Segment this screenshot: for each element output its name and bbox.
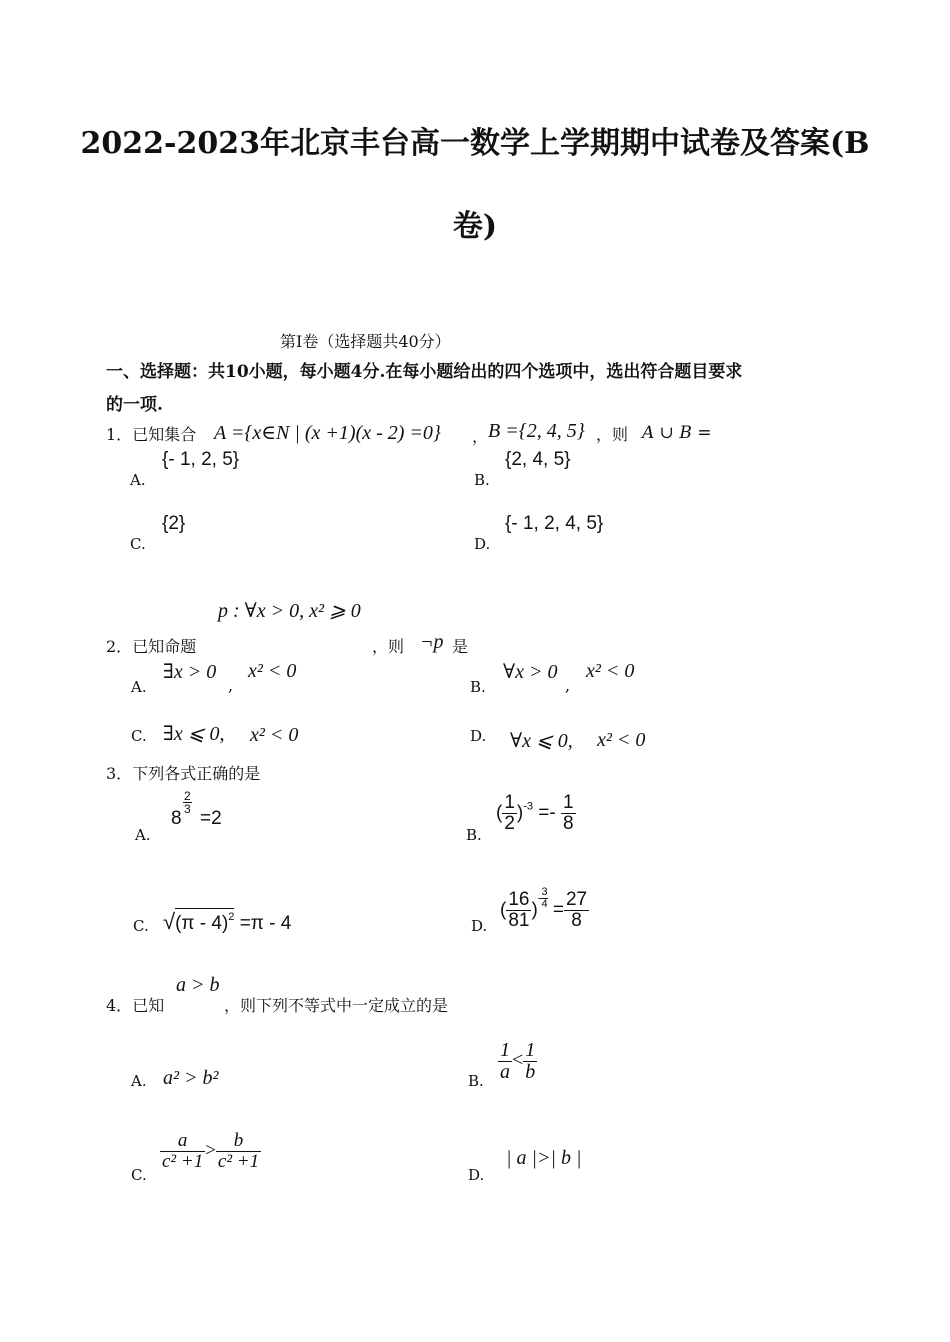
q1-union: A ∪ B = <box>642 423 712 443</box>
rhs-fraction <box>523 1040 537 1083</box>
question-3-stem <box>106 761 260 784</box>
numerator: 1 <box>500 1039 510 1061</box>
denominator: c² +1 <box>217 1150 260 1172</box>
q3-option-c-label: C. <box>133 917 149 935</box>
q1-stem-suffix: ，则 <box>596 425 629 444</box>
operator: < <box>512 1049 524 1072</box>
q2-option-d-label: D. <box>470 727 487 745</box>
q2-option-a-part2: x² < 0 <box>248 660 297 682</box>
question-number: 1． <box>106 425 133 444</box>
q2-option-c-part2: x² < 0 <box>250 724 299 746</box>
q1-option-a-math: {- 1, 2, 5} <box>162 449 240 470</box>
q1-set-b: B ={2, 4, 5} <box>488 420 585 442</box>
q2-option-b-comma: , <box>565 676 571 695</box>
q4-option-d-label: D. <box>468 1166 485 1184</box>
exponent-fraction <box>541 887 547 910</box>
q2-option-c-part1: ∃x ⩽ 0, <box>163 723 225 745</box>
q4-option-d-math: | a |>| b | <box>506 1147 582 1169</box>
exponent-numerator: 2 <box>184 789 191 803</box>
q4-option-b-math <box>498 1040 537 1083</box>
exponent <box>538 887 548 910</box>
q2-option-c-label: C. <box>131 727 147 745</box>
denominator: c² +1 <box>162 1150 204 1172</box>
q4-stem-math: a > b <box>176 974 220 996</box>
q3-option-a-rhs: =2 <box>200 808 222 829</box>
radicand <box>175 908 234 935</box>
numerator: 27 <box>565 888 588 910</box>
denominator: 81 <box>508 909 530 931</box>
exponent-denominator: 3 <box>184 802 191 816</box>
numerator: 1 <box>504 792 515 813</box>
exponent: 2 <box>228 911 235 923</box>
q1-option-b-math: {2, 4, 5} <box>505 449 571 470</box>
numerator: 1 <box>563 792 574 813</box>
q1-option-a-label: A. <box>130 471 146 489</box>
q1-option-c-label: C. <box>130 535 146 553</box>
q3-option-c-expression <box>163 908 291 935</box>
q2-option-a-part1: ∃x > 0 <box>163 661 217 683</box>
fraction <box>506 890 531 931</box>
q3-option-a-base: 8 <box>171 808 182 829</box>
instruction-line-1: 一、选择题：共10小题，每小题4分.在每小题给出的四个选项中，选出符合题目要求 <box>106 362 743 382</box>
numerator: a <box>160 1131 205 1152</box>
q1-option-d-math: {- 1, 2, 4, 5} <box>505 513 604 534</box>
question-text: 下列各式正确的是 <box>132 764 261 783</box>
exponent-numerator: 3 <box>541 886 548 898</box>
q2-proposition: p : ∀x > 0, x² ⩾ 0 <box>218 600 361 622</box>
question-number: 4． <box>106 996 133 1015</box>
denominator: a <box>500 1061 510 1083</box>
q3-option-d-expression <box>500 887 589 931</box>
instruction-line-2: 的一项. <box>106 395 163 415</box>
operator: > <box>205 1139 216 1161</box>
denominator: 2 <box>504 812 515 834</box>
q2-option-d-part1: ∀x ⩽ 0, <box>510 730 573 752</box>
rhs: = <box>552 899 564 921</box>
rhs-fraction <box>216 1131 261 1172</box>
q2-neg-p: ¬p <box>420 631 444 653</box>
question-text: 已知集合 <box>132 425 197 444</box>
rhs-fraction <box>561 793 576 834</box>
sqrt-icon: √ <box>163 909 176 934</box>
question-2-stem <box>106 634 196 657</box>
q1-comma: ， <box>472 427 489 446</box>
q4-option-c-label: C. <box>131 1166 147 1184</box>
exponent-denominator: 4 <box>541 898 548 910</box>
fraction <box>502 793 517 834</box>
rhs: =π - 4 <box>239 913 292 934</box>
q4-option-c-math <box>160 1131 261 1172</box>
q1-option-b-label: B. <box>474 471 490 489</box>
numerator: b <box>216 1131 261 1152</box>
question-4-stem <box>106 993 164 1016</box>
q2-stem-suffix: ，则 <box>372 637 405 656</box>
q3-option-b-expression <box>496 793 576 834</box>
q1-set-a: A ={x∈N | (x +1)(x - 2) =0} <box>214 422 441 444</box>
numerator: 1 <box>525 1039 536 1061</box>
paren-open: ( <box>500 899 507 921</box>
question-text: 已知 <box>132 996 165 1015</box>
numerator: 16 <box>508 888 530 910</box>
q3-option-a-exponent <box>183 790 192 815</box>
q4-option-a-math: a² > b² <box>163 1067 219 1089</box>
question-1-stem <box>106 422 196 445</box>
lhs-fraction <box>498 1040 512 1083</box>
rhs-fraction <box>564 890 589 931</box>
q2-option-b-part1: ∀x > 0 <box>503 661 558 683</box>
paren-close: ) <box>516 802 524 824</box>
q2-option-b-label: B. <box>470 678 486 696</box>
q2-option-a-label: A. <box>131 678 147 696</box>
denominator: 8 <box>571 909 582 931</box>
exponent: -3 <box>523 800 534 813</box>
q1-option-c-math: {2} <box>162 513 186 534</box>
q2-option-a-comma: , <box>228 676 234 695</box>
q2-option-b-part2: x² < 0 <box>586 660 635 682</box>
q1-option-d-label: D. <box>474 535 491 553</box>
lhs-fraction <box>160 1131 205 1172</box>
paren-open: ( <box>496 802 503 824</box>
paren-close: ) <box>531 899 538 921</box>
q2-option-d-part2: x² < 0 <box>597 729 646 751</box>
q3-option-a-label: A. <box>135 826 151 844</box>
document-title-line-1: 2022-2023年北京丰台高一数学上学期期中试卷及答案(B <box>80 126 870 161</box>
question-text: 已知命题 <box>132 637 197 656</box>
question-number: 2． <box>106 637 133 656</box>
q4-option-b-label: B. <box>468 1072 484 1090</box>
denominator: b <box>525 1061 536 1083</box>
q2-stem-tail: 是 <box>452 637 469 656</box>
denominator: 8 <box>563 812 574 834</box>
document-title-line-2: 卷) <box>452 209 498 244</box>
exponent-sign: - <box>537 892 542 905</box>
q4-stem-suffix: ，则下列不等式中一定成立的是 <box>224 996 449 1015</box>
q4-option-a-label: A. <box>131 1072 147 1090</box>
question-number: 3． <box>106 764 133 783</box>
q3-option-d-label: D. <box>471 917 488 935</box>
section-heading: 第Ⅰ卷（选择题共40分） <box>280 332 451 351</box>
radicand-base: (π - 4) <box>175 913 229 934</box>
rhs: =- <box>538 802 556 824</box>
q3-option-b-label: B. <box>466 826 482 844</box>
